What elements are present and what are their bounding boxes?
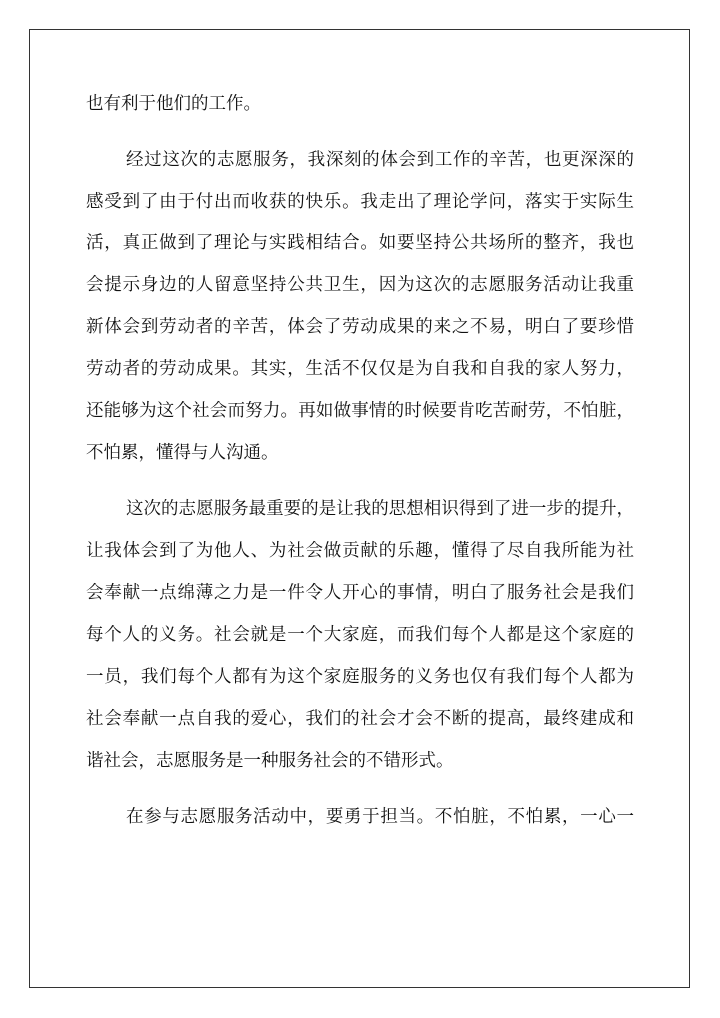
text-line: 感受到了由于付出而收获的快乐。我走出了理论学问，落实于实际生 [86,192,634,212]
text-line: 活，真正做到了理论与实践相结合。如要坚持公共场所的整齐，我也 [86,233,634,253]
text-line: 让我体会到了为他人、为社会做贡献的乐趣，懂得了尽自我所能为社 [86,541,634,561]
text-line: 经过这次的志愿服务，我深刻的体会到工作的辛苦，也更深深的 [126,150,634,170]
text-line: 会提示身边的人留意坚持公共卫生，因为这次的志愿服务活动让我重 [86,275,634,295]
text-line: 劳动者的劳动成果。其实，生活不仅仅是为自我和自我的家人努力， [86,359,634,379]
text-line: 一员，我们每个人都有为这个家庭服务的义务也仅有我们每个人都为 [86,667,634,687]
text-line: 谐社会，志愿服务是一种服务社会的不错形式。 [86,751,454,771]
text-line: 会奉献一点绵薄之力是一件令人开心的事情，明白了服务社会是我们 [86,583,634,603]
text-line: 也有利于他们的工作。 [86,94,261,114]
text-line: 不怕累，懂得与人沟通。 [86,443,279,463]
text-line: 新体会到劳动者的辛苦，体会了劳动成果的来之不易，明白了要珍惜 [86,317,634,337]
text-line: 在参与志愿服务活动中，要勇于担当。不怕脏，不怕累，一心一 [126,807,634,827]
text-line: 社会奉献一点自我的爱心，我们的社会才会不断的提高，最终建成和 [86,709,634,729]
text-line: 还能够为这个社会而努力。再如做事情的时候要肯吃苦耐劳，不怕脏， [86,401,634,421]
text-line: 每个人的义务。社会就是一个大家庭，而我们每个人都是这个家庭的 [86,625,634,645]
text-line: 这次的志愿服务最重要的是让我的思想相识得到了进一步的提升， [126,499,634,519]
